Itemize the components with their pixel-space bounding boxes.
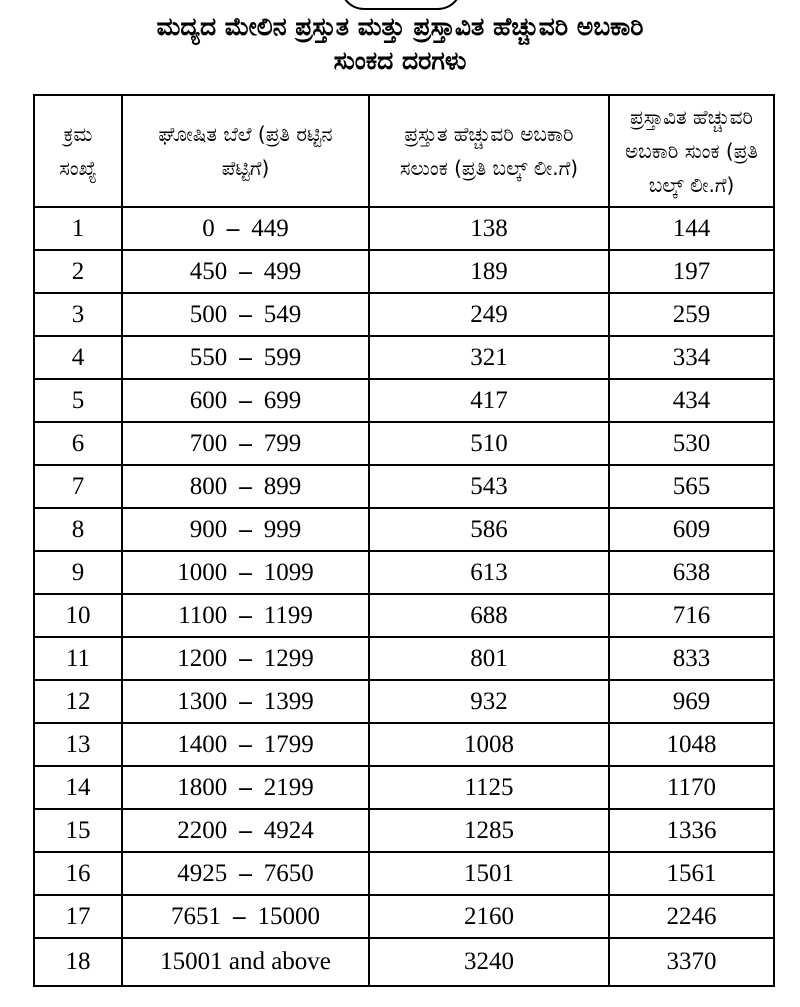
- header-serial-number: ಕ್ರಮ ಸಂಖ್ಯೆ: [34, 95, 122, 207]
- range-dash: –: [239, 257, 252, 285]
- cell-serial: 3: [34, 293, 122, 336]
- range-to: 699: [263, 386, 302, 414]
- header-declared-price: ಘೋಷಿತ ಬೆಲೆ (ಪ್ರತಿ ರಟ್ಟಿನ ಪೆಟ್ಟಿಗೆ): [122, 95, 369, 207]
- cell-proposed-duty: 434: [609, 379, 774, 422]
- cell-present-duty: 321: [369, 336, 609, 379]
- range-dash: –: [239, 300, 252, 328]
- range-dash: –: [226, 214, 240, 242]
- range-dash: –: [239, 601, 252, 629]
- cell-present-duty: 688: [369, 594, 609, 637]
- range-from: 0: [202, 214, 215, 242]
- range-from: 500: [189, 300, 228, 328]
- range-to: 449: [251, 214, 289, 242]
- range-from: 4925: [177, 859, 228, 887]
- range-from: 2200: [177, 816, 228, 844]
- cell-price-range: [122, 250, 369, 293]
- range-dash: –: [239, 773, 252, 801]
- table-row: [34, 637, 774, 680]
- cell-price-range: [122, 809, 369, 852]
- cell-price-range: [122, 637, 369, 680]
- duty-rates-table: [33, 94, 775, 987]
- range-to: 1399: [263, 687, 314, 715]
- table-row: [34, 895, 774, 938]
- cell-present-duty: 932: [369, 680, 609, 723]
- cell-serial: 12: [34, 680, 122, 723]
- range-dash: –: [239, 558, 252, 586]
- range-to: 2199: [263, 773, 314, 801]
- range-to: 799: [263, 429, 302, 457]
- table-row: [34, 250, 774, 293]
- cell-price-range: [122, 594, 369, 637]
- range-dash: –: [239, 859, 252, 887]
- cell-proposed-duty: 3370: [609, 938, 774, 986]
- range-dash: –: [239, 472, 252, 500]
- range-from: 900: [189, 515, 228, 543]
- range-dash: –: [239, 429, 252, 457]
- cell-serial: 9: [34, 551, 122, 594]
- cell-price-range: [122, 465, 369, 508]
- cell-present-duty: 249: [369, 293, 609, 336]
- cell-price-range: [122, 293, 369, 336]
- header-proposed-duty: ಪ್ರಸ್ತಾವಿತ ಹೆಚ್ಚುವರಿ ಅಬಕಾರಿ ಸುಂಕ (ಪ್ರತಿ ಬಲ್ಕ್ ಲೀ.ಗೆ): [609, 95, 774, 207]
- range-from: 7651: [171, 902, 221, 930]
- table-row: [34, 594, 774, 637]
- cell-serial: 16: [34, 852, 122, 895]
- table-row: [34, 465, 774, 508]
- title-line-2: ಸುಂಕದ ದರಗಳು: [333, 46, 467, 75]
- cell-present-duty: 1285: [369, 809, 609, 852]
- range-dash: –: [239, 644, 252, 672]
- cell-price-range: [122, 766, 369, 809]
- cell-price-range: [122, 895, 369, 938]
- table-row: [34, 293, 774, 336]
- cell-proposed-duty: 259: [609, 293, 774, 336]
- table-body: [34, 207, 774, 986]
- cell-price-range: [122, 508, 369, 551]
- cell-proposed-duty: 638: [609, 551, 774, 594]
- cell-serial: 5: [34, 379, 122, 422]
- cell-serial: 1: [34, 207, 122, 250]
- range-dash: –: [239, 386, 252, 414]
- cell-present-duty: 510: [369, 422, 609, 465]
- cell-present-duty: 3240: [369, 938, 609, 986]
- range-to: 15000: [257, 902, 320, 930]
- cell-proposed-duty: 833: [609, 637, 774, 680]
- range-to: 899: [263, 472, 302, 500]
- table-row: [34, 422, 774, 465]
- table-row: [34, 551, 774, 594]
- cell-price-range: [122, 207, 369, 250]
- cell-proposed-duty: 197: [609, 250, 774, 293]
- cell-price-range: [122, 422, 369, 465]
- cell-present-duty: 189: [369, 250, 609, 293]
- range-to: 1299: [263, 644, 314, 672]
- range-to: 4924: [263, 816, 314, 844]
- table-row: [34, 379, 774, 422]
- range-from: 1300: [177, 687, 228, 715]
- cell-proposed-duty: 1561: [609, 852, 774, 895]
- cell-proposed-duty: 716: [609, 594, 774, 637]
- table-row: [34, 207, 774, 250]
- cell-proposed-duty: 609: [609, 508, 774, 551]
- table-row: [34, 508, 774, 551]
- cell-price-range: [122, 852, 369, 895]
- cell-present-duty: 613: [369, 551, 609, 594]
- table-header-row: [34, 95, 774, 207]
- cell-serial: 10: [34, 594, 122, 637]
- cell-serial: 13: [34, 723, 122, 766]
- table-row: [34, 680, 774, 723]
- cell-price-range: [122, 680, 369, 723]
- cell-serial: 14: [34, 766, 122, 809]
- cell-proposed-duty: 530: [609, 422, 774, 465]
- page-title: [0, 10, 800, 78]
- range-to: 549: [263, 300, 302, 328]
- cell-proposed-duty: 969: [609, 680, 774, 723]
- title-line-1: ಮದ್ಯದ ಮೇಲಿನ ಪ್ರಸ್ತುತ ಮತ್ತು ಪ್ರಸ್ತಾವಿತ ಹೆಚ್ಚುವರಿ ಅಬಕಾರಿ: [156, 12, 644, 41]
- cell-serial: 15: [34, 809, 122, 852]
- cell-present-duty: 1501: [369, 852, 609, 895]
- cell-present-duty: 138: [369, 207, 609, 250]
- range-to: 999: [263, 515, 302, 543]
- cell-proposed-duty: 144: [609, 207, 774, 250]
- range-from: 1800: [177, 773, 228, 801]
- cell-serial: 8: [34, 508, 122, 551]
- cell-serial: 7: [34, 465, 122, 508]
- range-dash: –: [233, 902, 246, 930]
- range-to: 7650: [263, 859, 314, 887]
- range-dash: –: [239, 343, 252, 371]
- cell-proposed-duty: 2246: [609, 895, 774, 938]
- cell-proposed-duty: 1170: [609, 766, 774, 809]
- cell-serial: 17: [34, 895, 122, 938]
- table-row: [34, 766, 774, 809]
- range-from: 700: [189, 429, 228, 457]
- cell-present-duty: 1008: [369, 723, 609, 766]
- cell-serial: 6: [34, 422, 122, 465]
- table-row: [34, 723, 774, 766]
- range-from: 1000: [177, 558, 228, 586]
- range-to: 1099: [263, 558, 314, 586]
- cell-present-duty: 2160: [369, 895, 609, 938]
- range-dash: –: [239, 730, 252, 758]
- cell-serial: 4: [34, 336, 122, 379]
- cell-serial: 11: [34, 637, 122, 680]
- range-to: 499: [263, 257, 302, 285]
- cell-present-duty: 1125: [369, 766, 609, 809]
- range-from: 1200: [177, 644, 228, 672]
- table-row: [34, 336, 774, 379]
- cell-proposed-duty: 1336: [609, 809, 774, 852]
- cell-price-range: [122, 336, 369, 379]
- table-row: [34, 809, 774, 852]
- cell-proposed-duty: 334: [609, 336, 774, 379]
- range-dash: –: [239, 515, 252, 543]
- range-from: 550: [189, 343, 228, 371]
- cell-present-duty: 417: [369, 379, 609, 422]
- range-to: 599: [263, 343, 302, 371]
- range-from: 800: [189, 472, 228, 500]
- range-from: 600: [189, 386, 228, 414]
- cell-present-duty: 586: [369, 508, 609, 551]
- range-to: 1199: [263, 601, 313, 629]
- table-row: [34, 852, 774, 895]
- cell-present-duty: 801: [369, 637, 609, 680]
- table-row-last: [34, 938, 774, 986]
- cell-proposed-duty: 1048: [609, 723, 774, 766]
- range-from: 1100: [178, 601, 228, 629]
- cell-serial: 18: [34, 938, 122, 986]
- cell-price-range: [122, 379, 369, 422]
- range-from: 1400: [177, 730, 228, 758]
- range-to: 1799: [263, 730, 314, 758]
- cell-serial: 2: [34, 250, 122, 293]
- cell-price-range: 15001 and above: [122, 938, 369, 986]
- top-bracket-artifact: [340, 0, 462, 10]
- range-from: 450: [189, 257, 228, 285]
- cell-present-duty: 543: [369, 465, 609, 508]
- cell-price-range: [122, 723, 369, 766]
- range-dash: –: [239, 687, 252, 715]
- cell-proposed-duty: 565: [609, 465, 774, 508]
- cell-price-range: [122, 551, 369, 594]
- range-dash: –: [239, 816, 252, 844]
- header-present-duty: ಪ್ರಸ್ತುತ ಹೆಚ್ಚುವರಿ ಅಬಕಾರಿ ಸಲುಂಕ (ಪ್ರತಿ ಬಲ್ಕ್ ಲೀ.ಗೆ): [369, 95, 609, 207]
